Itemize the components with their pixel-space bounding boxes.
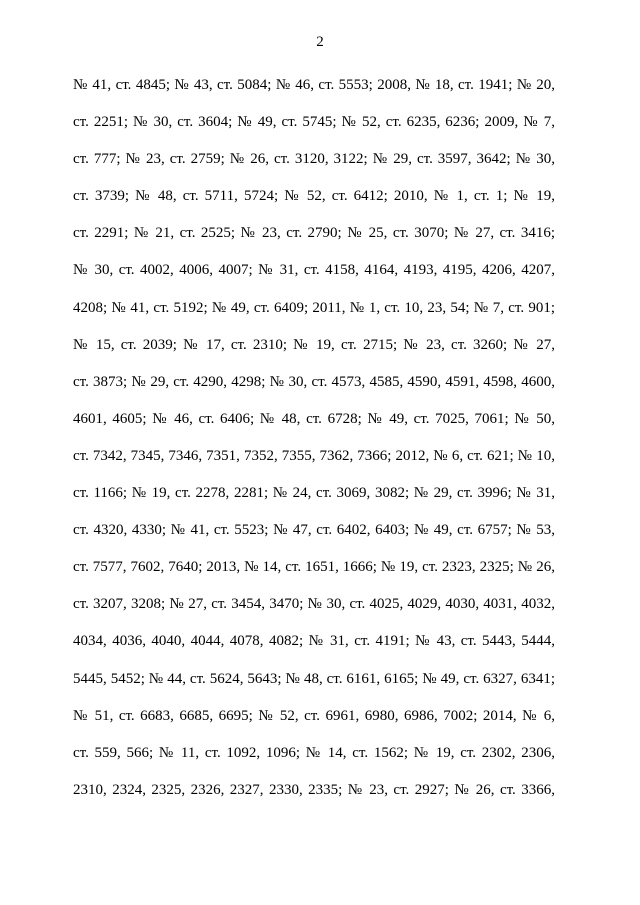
text-line: 5445, 5452; № 44, ст. 5624, 5643; № 48, ст. 6161, 6165; № 49, ст. 6327, 6341; [73, 670, 555, 687]
text-line: № 51, ст. 6683, 6685, 6695; № 52, ст. 6961, 6980, 6986, 7002; 2014, № 6, [73, 707, 555, 724]
text-line: 4601, 4605; № 46, ст. 6406; № 48, ст. 6728; № 49, ст. 7025, 7061; № 50, [73, 410, 555, 427]
text-line: ст. 777; № 23, ст. 2759; № 26, ст. 3120, 3122; № 29, ст. 3597, 3642; № 30, [73, 151, 555, 168]
text-line: № 30, ст. 4002, 4006, 4007; № 31, ст. 4158, 4164, 4193, 4195, 4206, 4207, [73, 262, 555, 279]
text-line: 2310, 2324, 2325, 2326, 2327, 2330, 2335; № 23, ст. 2927; № 26, ст. 3366, [73, 781, 555, 798]
text-line: ст. 2291; № 21, ст. 2525; № 23, ст. 2790; № 25, ст. 3070; № 27, ст. 3416; [73, 225, 555, 242]
text-line: № 15, ст. 2039; № 17, ст. 2310; № 19, ст. 2715; № 23, ст. 3260; № 27, [73, 336, 555, 353]
text-line: ст. 559, 566; № 11, ст. 1092, 1096; № 14, ст. 1562; № 19, ст. 2302, 2306, [73, 744, 555, 761]
text-line: ст. 7577, 7602, 7640; 2013, № 14, ст. 1651, 1666; № 19, ст. 2323, 2325; № 26, [73, 559, 555, 576]
text-line: ст. 7342, 7345, 7346, 7351, 7352, 7355, 7362, 7366; 2012, № 6, ст. 621; № 10, [73, 447, 555, 464]
body-text [73, 67, 555, 809]
text-line: ст. 2251; № 30, ст. 3604; № 49, ст. 5745; № 52, ст. 6235, 6236; 2009, № 7, [73, 114, 555, 131]
page-number: 2 [316, 34, 324, 50]
text-line: 4208; № 41, ст. 5192; № 49, ст. 6409; 2011, № 1, ст. 10, 23, 54; № 7, ст. 901; [73, 299, 555, 316]
text-line: ст. 3873; № 29, ст. 4290, 4298; № 30, ст. 4573, 4585, 4590, 4591, 4598, 4600, [73, 373, 555, 390]
text-line: 4034, 4036, 4040, 4044, 4078, 4082; № 31, ст. 4191; № 43, ст. 5443, 5444, [73, 633, 555, 650]
text-line: ст. 3207, 3208; № 27, ст. 3454, 3470; № 30, ст. 4025, 4029, 4030, 4031, 4032, [73, 596, 555, 613]
text-line: ст. 1166; № 19, ст. 2278, 2281; № 24, ст. 3069, 3082; № 29, ст. 3996; № 31, [73, 485, 555, 502]
text-line: № 41, ст. 4845; № 43, ст. 5084; № 46, ст. 5553; 2008, № 18, ст. 1941; № 20, [73, 77, 555, 93]
text-line: ст. 4320, 4330; № 41, ст. 5523; № 47, ст. 6402, 6403; № 49, ст. 6757; № 53, [73, 522, 555, 539]
text-line: ст. 3739; № 48, ст. 5711, 5724; № 52, ст. 6412; 2010, № 1, ст. 1; № 19, [73, 188, 555, 205]
